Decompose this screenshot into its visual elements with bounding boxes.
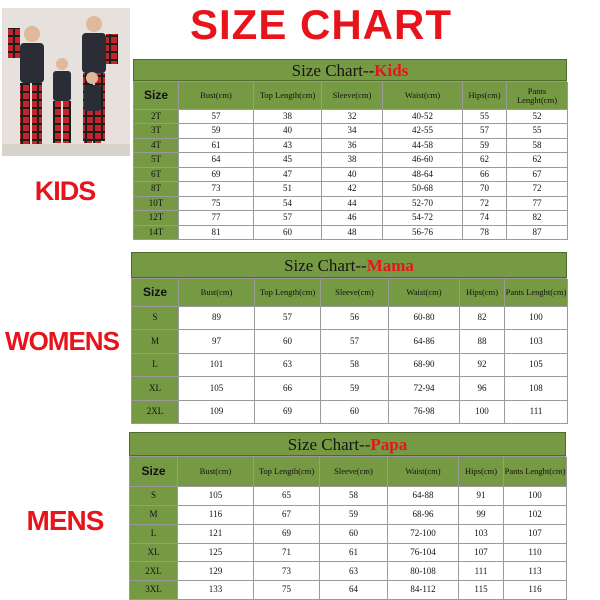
table-cell: 110 <box>504 544 567 563</box>
table-cell: 56-76 <box>383 226 463 240</box>
size-cell: 5T <box>134 153 179 167</box>
table-cell: 32 <box>322 110 383 124</box>
table-cell: 116 <box>178 506 254 525</box>
table-cell: 77 <box>507 197 568 211</box>
column-header: Waist(cm) <box>388 457 459 487</box>
size-cell: L <box>132 354 179 377</box>
size-cell: XL <box>130 544 178 563</box>
column-header: Sleeve(cm) <box>320 457 388 487</box>
table-cell: 111 <box>505 401 568 424</box>
table-cell: 74 <box>463 211 507 225</box>
table-cell: 40 <box>322 168 383 182</box>
table-cell: 92 <box>460 354 505 377</box>
table-cell: 75 <box>254 581 320 600</box>
size-cell: 10T <box>134 197 179 211</box>
table-cell: 111 <box>459 562 504 581</box>
table-cell: 66 <box>463 168 507 182</box>
table-cell: 55 <box>463 110 507 124</box>
table-cell: 54 <box>254 197 322 211</box>
table-cell: 51 <box>254 182 322 196</box>
table-cell: 72-94 <box>389 377 460 400</box>
table-cell: 48 <box>322 226 383 240</box>
column-header: Hips(cm) <box>463 82 507 110</box>
table-cell: 60-80 <box>389 307 460 330</box>
table-cell: 133 <box>178 581 254 600</box>
table-cell: 40 <box>254 124 322 138</box>
table-cell: 129 <box>178 562 254 581</box>
table-cell: 38 <box>322 153 383 167</box>
size-cell: 3XL <box>130 581 178 600</box>
column-header: Sleeve(cm) <box>322 82 383 110</box>
table-cell: 60 <box>320 525 388 544</box>
family-pajama-photo <box>2 8 130 156</box>
column-header: Waist(cm) <box>383 82 463 110</box>
table-cell: 100 <box>504 487 567 506</box>
table-cell: 77 <box>179 211 254 225</box>
size-cell: 6T <box>134 168 179 182</box>
table-cell: 101 <box>179 354 255 377</box>
table-cell: 115 <box>459 581 504 600</box>
title-prefix: Size Chart-- <box>284 256 367 275</box>
column-header: Bust(cm) <box>178 457 254 487</box>
table-cell: 97 <box>179 330 255 353</box>
table-cell: 63 <box>255 354 321 377</box>
column-header: Top Length(cm) <box>254 457 320 487</box>
table-cell: 64 <box>320 581 388 600</box>
size-cell: 4T <box>134 139 179 153</box>
table-cell: 68-96 <box>388 506 459 525</box>
table-cell: 57 <box>254 211 322 225</box>
papa-size-table <box>129 432 566 600</box>
table-cell: 75 <box>179 197 254 211</box>
size-cell: 2XL <box>130 562 178 581</box>
table-cell: 102 <box>504 506 567 525</box>
table-cell: 57 <box>463 124 507 138</box>
table-cell: 103 <box>505 330 568 353</box>
table-cell: 62 <box>507 153 568 167</box>
table-cell: 81 <box>179 226 254 240</box>
kids-size-table <box>133 59 567 240</box>
table-cell: 34 <box>322 124 383 138</box>
table-cell: 69 <box>179 168 254 182</box>
table-cell: 44 <box>322 197 383 211</box>
table-title <box>133 59 567 81</box>
table-cell: 78 <box>463 226 507 240</box>
table-cell: 55 <box>507 124 568 138</box>
table-cell: 64-88 <box>388 487 459 506</box>
table-cell: 88 <box>460 330 505 353</box>
table-cell: 58 <box>320 487 388 506</box>
table-cell: 107 <box>459 544 504 563</box>
title-person: Kids <box>374 61 409 80</box>
size-cell: 14T <box>134 226 179 240</box>
table-cell: 99 <box>459 506 504 525</box>
table-cell: 69 <box>254 525 320 544</box>
size-cell: XL <box>132 377 179 400</box>
mama-size-table <box>131 252 567 424</box>
table-cell: 72 <box>507 182 568 196</box>
table-cell: 116 <box>504 581 567 600</box>
size-cell: 12T <box>134 211 179 225</box>
table-grid <box>133 81 567 240</box>
table-cell: 46-60 <box>383 153 463 167</box>
table-cell: 43 <box>254 139 322 153</box>
table-cell: 59 <box>321 377 389 400</box>
title-prefix: Size Chart-- <box>291 61 375 80</box>
column-header: Bust(cm) <box>179 82 254 110</box>
table-cell: 60 <box>255 330 321 353</box>
table-cell: 113 <box>504 562 567 581</box>
table-cell: 57 <box>179 110 254 124</box>
table-cell: 105 <box>179 377 255 400</box>
column-header: Hips(cm) <box>460 279 505 307</box>
column-header: Hips(cm) <box>459 457 504 487</box>
table-grid <box>131 278 567 424</box>
table-cell: 105 <box>505 354 568 377</box>
table-cell: 59 <box>463 139 507 153</box>
table-cell: 121 <box>178 525 254 544</box>
table-cell: 48-64 <box>383 168 463 182</box>
table-cell: 45 <box>254 153 322 167</box>
table-cell: 44-58 <box>383 139 463 153</box>
table-cell: 96 <box>460 377 505 400</box>
column-header: Pants Lenght(cm) <box>504 457 567 487</box>
table-cell: 71 <box>254 544 320 563</box>
table-cell: 109 <box>179 401 255 424</box>
size-cell: 8T <box>134 182 179 196</box>
table-cell: 84-112 <box>388 581 459 600</box>
size-cell: L <box>130 525 178 544</box>
size-chart-title: SIZE CHART <box>190 1 452 48</box>
title-prefix: Size Chart-- <box>287 435 371 454</box>
column-header: Sleeve(cm) <box>321 279 389 307</box>
table-cell: 58 <box>507 139 568 153</box>
table-cell: 105 <box>178 487 254 506</box>
size-cell: 3T <box>134 124 179 138</box>
table-cell: 58 <box>321 354 389 377</box>
table-cell: 64-86 <box>389 330 460 353</box>
table-cell: 57 <box>255 307 321 330</box>
column-header: Bust(cm) <box>179 279 255 307</box>
table-cell: 91 <box>459 487 504 506</box>
table-cell: 76-98 <box>389 401 460 424</box>
column-header: Size <box>130 457 178 487</box>
kids-label: KIDS <box>34 176 96 206</box>
table-cell: 60 <box>254 226 322 240</box>
table-grid <box>129 456 566 600</box>
table-cell: 60 <box>321 401 389 424</box>
table-cell: 64 <box>179 153 254 167</box>
size-cell: S <box>130 487 178 506</box>
table-cell: 50-68 <box>383 182 463 196</box>
table-cell: 100 <box>505 307 568 330</box>
mens-label: MENS <box>26 505 104 536</box>
table-cell: 59 <box>179 124 254 138</box>
table-cell: 63 <box>320 562 388 581</box>
size-cell: 2XL <box>132 401 179 424</box>
column-header: Waist(cm) <box>389 279 460 307</box>
table-cell: 72 <box>463 197 507 211</box>
table-cell: 46 <box>322 211 383 225</box>
table-cell: 66 <box>255 377 321 400</box>
table-cell: 47 <box>254 168 322 182</box>
table-cell: 87 <box>507 226 568 240</box>
table-title <box>131 252 567 278</box>
size-cell: 2T <box>134 110 179 124</box>
table-cell: 69 <box>255 401 321 424</box>
column-header: Top Length(cm) <box>255 279 321 307</box>
size-cell: M <box>132 330 179 353</box>
column-header: Size <box>134 82 179 110</box>
table-cell: 61 <box>179 139 254 153</box>
table-cell: 54-72 <box>383 211 463 225</box>
table-cell: 62 <box>463 153 507 167</box>
table-cell: 73 <box>254 562 320 581</box>
column-header: Top Length(cm) <box>254 82 322 110</box>
table-cell: 68-90 <box>389 354 460 377</box>
table-cell: 103 <box>459 525 504 544</box>
table-cell: 67 <box>507 168 568 182</box>
size-cell: S <box>132 307 179 330</box>
table-cell: 38 <box>254 110 322 124</box>
table-cell: 56 <box>321 307 389 330</box>
column-header: Pants Lenght(cm) <box>507 82 568 110</box>
womens-label: WOMENS <box>5 326 119 356</box>
table-cell: 76-104 <box>388 544 459 563</box>
table-cell: 57 <box>321 330 389 353</box>
table-cell: 61 <box>320 544 388 563</box>
table-cell: 42 <box>322 182 383 196</box>
table-cell: 65 <box>254 487 320 506</box>
table-cell: 125 <box>178 544 254 563</box>
table-cell: 82 <box>460 307 505 330</box>
family-photo-illustration <box>2 8 130 156</box>
table-cell: 82 <box>507 211 568 225</box>
table-cell: 107 <box>504 525 567 544</box>
title-person: Mama <box>366 256 414 275</box>
table-cell: 52-70 <box>383 197 463 211</box>
column-header: Size <box>132 279 179 307</box>
table-title <box>129 432 566 456</box>
table-cell: 52 <box>507 110 568 124</box>
table-cell: 89 <box>179 307 255 330</box>
table-cell: 70 <box>463 182 507 196</box>
size-cell: M <box>130 506 178 525</box>
title-person: Papa <box>370 435 408 454</box>
table-cell: 67 <box>254 506 320 525</box>
table-cell: 36 <box>322 139 383 153</box>
table-cell: 80-108 <box>388 562 459 581</box>
table-cell: 59 <box>320 506 388 525</box>
table-cell: 108 <box>505 377 568 400</box>
column-header: Pants Lenght(cm) <box>505 279 568 307</box>
table-cell: 73 <box>179 182 254 196</box>
table-cell: 40-52 <box>383 110 463 124</box>
table-cell: 42-55 <box>383 124 463 138</box>
table-cell: 72-100 <box>388 525 459 544</box>
table-cell: 100 <box>460 401 505 424</box>
